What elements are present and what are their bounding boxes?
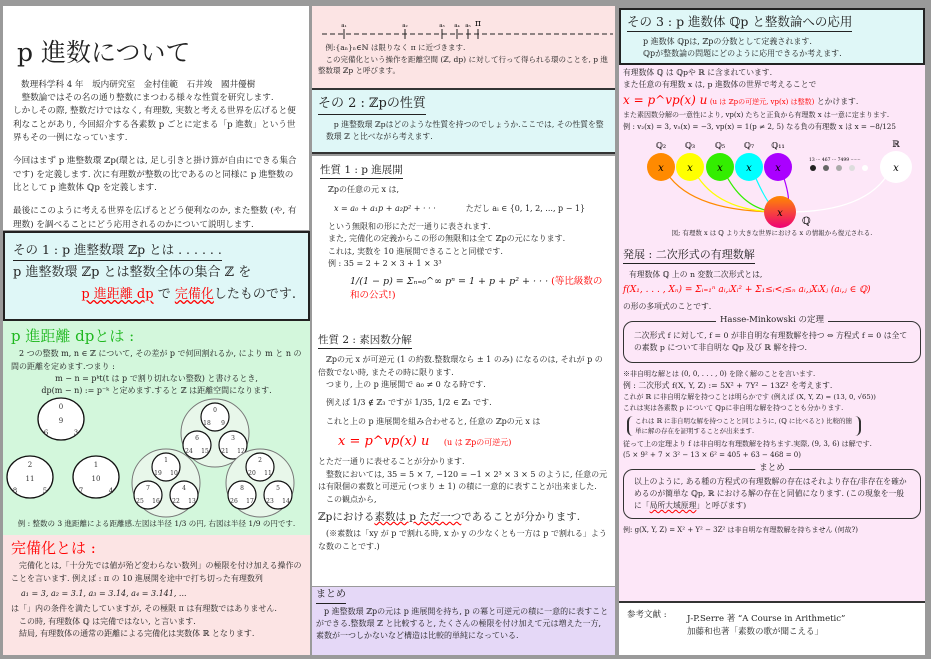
completion-sequence: a₁ = 3, a₂ = 3.1, a₃ = 3.14, a₄ = 3.141, ... xyxy=(21,589,187,599)
reference-2: 加藤和也著「素数の歌が聞こえる」 xyxy=(687,627,824,638)
quad-l2: の形の多項式のことです. xyxy=(623,301,712,311)
rational-l1: 有理数体 ℚ は ℚpや ℝ に含まれています. xyxy=(623,68,773,77)
statement-highlight: 素数は p ただ一つ xyxy=(374,510,462,523)
property-2-l2: つまり, 上の p 進展開で a₀ ≠ 0 なる時です. xyxy=(326,380,486,390)
section-3-content xyxy=(619,65,925,601)
section-3-box xyxy=(619,8,925,65)
summary-2-body: p 進整数環 ℤpの元は p 進展開を持ち, p の冪と可逆元の積に一意的に表すことができる.整数環 ℤ と比較すると, たくさんの極限を付け加えて元は増えた一方, 素数が一つしかないなど構造は比較的単純になっている. xyxy=(316,606,609,641)
references xyxy=(619,601,925,655)
field-x: x xyxy=(775,162,781,174)
summary-3-text: 以上のように, ある種の方程式の有理数解の存在はそれより存在/非存在を確かめるのが簡単な ℚp, ℝ における解の存在と同値になります. (この現象を一般に「 xyxy=(634,476,907,511)
circle-number: 7 xyxy=(146,485,150,492)
hasse-minkowski-box xyxy=(623,314,921,363)
circle-number: 26 xyxy=(230,498,238,505)
circle-number: 21 xyxy=(221,448,229,455)
text-de: で xyxy=(153,287,175,303)
diagram-caption: 図; 有理数 x は ℚ より大きな世界における x の情報から復元される. xyxy=(671,228,873,237)
field-x: x xyxy=(717,162,723,174)
p-adic-distance-section xyxy=(3,321,310,535)
completion-p1: 完備化とは,「十分先では値が殆ど変わらない数列」の極限を付け加える操作のことを言います. 例えば : π の 10 進展開を途中で打ち切った有理数列 xyxy=(11,561,302,583)
circle-number: 4 xyxy=(108,487,114,495)
circle-number: 5 xyxy=(42,487,48,495)
text-tail: したものです. xyxy=(213,287,296,303)
completion-p5: この完備化という操作を距離空間 (ℤ, dp) に対して行って得られる環のことを, p 進整数環 ℤp と呼びます。 xyxy=(318,54,608,76)
rational-l2: また任意の有理数 x は, p 進数体の世界で考えることで xyxy=(623,80,817,90)
real-x: x xyxy=(893,162,899,174)
factorization-eq: x = p^vp(x) u xyxy=(338,434,430,450)
completion-p4: 結局, 有理数体の通常の距離による完備化は実数体 ℝ となります. xyxy=(19,629,255,639)
field-x: x xyxy=(658,162,664,174)
rational-eq: x = p^vp(x) u xyxy=(623,93,708,108)
circle-number: 2 xyxy=(27,461,33,469)
title-section xyxy=(3,6,309,230)
quad-l7: これは ℝ に非自明な解を持つことと同じように, (ℚ に比べると) 比較的簡単に解の存在を証明することが出来ます. xyxy=(627,416,861,436)
completion-section xyxy=(3,535,310,655)
property-1-l2: という無限和の形にただ一通りに表されます. xyxy=(328,222,491,232)
section-2-box xyxy=(312,88,615,154)
primes-dots: 13 ··· 467 ··· 7499 ······· xyxy=(809,157,861,163)
section-3-heading: その 3 : p 進数体 ℚp と整数論への応用 xyxy=(627,12,852,32)
circle-number: 18 xyxy=(203,420,211,427)
circle-number: 17 xyxy=(246,498,254,505)
intro-2: しかしその際, 整数だけではなく, 有理数, 実数と考える世界を広げると便利なことがあり, 今回紹介する各素数 p ごとに定まる「p 進数」という世界もその一例になっています. xyxy=(13,106,296,143)
field-label: ℚ₃ xyxy=(684,140,696,150)
property-1-equation xyxy=(334,203,607,215)
statement-a: ℤpにおける xyxy=(318,510,375,523)
circle-number: 6 xyxy=(195,435,199,442)
circle-number: 15 xyxy=(201,448,209,455)
hasse-minkowski-theorem: 二次形式 f に対して, f = 0 が非自明な有理数解を持つ ⇔ 方程式 f = 0 は全ての素数 p について非自明な ℚp 及び ℝ 解を持つ. xyxy=(634,330,908,353)
circle-number: 0 xyxy=(58,403,64,411)
axis-label: a₁ xyxy=(341,23,347,29)
section-1-line1: p 進整数環 ℤp とは整数全体の集合 ℤ を xyxy=(13,265,252,281)
rational-eq-note: (u は ℤpの可逆元, vp(x) は整数) xyxy=(709,98,815,107)
axis-label: a₄ xyxy=(454,23,460,29)
summary-2-heading: まとめ xyxy=(316,587,346,604)
property-2 xyxy=(312,328,615,586)
completion-p2: は「」内の条件を満たしていますが, その極限 π は有理数ではありません. xyxy=(11,604,277,614)
quad-l5: これが ℝ に非自明な解を持つことは明らかです (例えば (X, Y, Z) = (13, 0, √65)) xyxy=(623,393,876,402)
quad-l4: 例 : 二次形式 f(X, Y, Z) := 5X² + 7Y² − 13Z² を考えます. xyxy=(623,380,833,390)
prime-dot xyxy=(849,165,855,171)
intro-1: 整数論ではその名の通り整数にまつわる様々な性質を研究します. xyxy=(21,93,274,104)
section-2-heading: その 2 : ℤpの性質 xyxy=(318,94,426,115)
property-1-heading: 性質 1 : p 進展開 xyxy=(320,162,403,179)
completion-p3: この時, 有理数体 ℚ は完備ではない, と言います. xyxy=(19,616,196,626)
property-1-l5: 例 : 35 = 2 + 2 × 3 + 1 × 3³ xyxy=(328,259,442,269)
quad-l6: これは実は各素数 p について ℚpに非自明な解を持つことも分かります. xyxy=(623,403,844,412)
references-label: 参考文献 : xyxy=(627,610,667,620)
field-label: ℚ₂ xyxy=(655,140,667,150)
distance-eq1: m − n = pᵏt(t は p で割り切れない整数) と書けるとき, xyxy=(55,374,258,384)
circle-number: 8 xyxy=(240,485,244,492)
section-1-heading: その 1 : p 進整数環 ℤp とは . . . . . . xyxy=(13,239,222,261)
geometric-series-eq: 1/(1 − p) = Σₙ₌₀^∞ pⁿ = 1 + p + p² + · · · xyxy=(350,275,549,287)
summary-3-box xyxy=(623,462,921,519)
circle-number: 3 xyxy=(231,435,235,442)
real-connection xyxy=(780,164,893,212)
reference-1: J-P.Serre 著 “A Course in Arithmetic” xyxy=(687,614,846,624)
completion-continued xyxy=(312,6,615,88)
circle-number: 1 xyxy=(93,461,99,469)
axis-label: π xyxy=(475,19,481,29)
prime-dot xyxy=(836,165,842,171)
circle-number: 8 xyxy=(12,487,18,495)
poster-title: p 進数について xyxy=(17,38,191,67)
property-2-l7: この観点から, xyxy=(326,494,377,504)
circle-number: 12 xyxy=(237,448,245,455)
field-x: x xyxy=(687,162,693,174)
field-label: ℚ₅ xyxy=(714,140,726,150)
field-label: ℚ₁₁ xyxy=(771,140,785,150)
field-x: x xyxy=(746,162,752,174)
rational-label: ℚ xyxy=(802,215,811,227)
circle-number: 24 xyxy=(185,448,193,455)
hasse-minkowski-label: Hasse-Minkowski の定理 xyxy=(716,315,828,325)
highlight-completion: 完備化 xyxy=(174,287,214,303)
circle-number: 16 xyxy=(152,498,160,505)
rational-l3: また素因数分解の一意性により, vp(x) たちと正負から有理数 x は一意に定まります. xyxy=(623,110,890,119)
circle-number: 7 xyxy=(78,487,84,495)
completion-heading: 完備化とは : xyxy=(11,539,96,557)
quad-l8: 従って上の定理より f は非自明な有理数解を持ちます.実際, (9, 3, 6) は解です. xyxy=(623,440,872,449)
section-3-l2: ℚpが整数論の問題にどのように応用できるか考えます. xyxy=(643,48,842,58)
property-2-l3: 例えば 1/3 ∉ ℤ₃ ですが 1/35, 1/2 ∈ ℤ₃ です. xyxy=(326,398,492,408)
factorization-equation xyxy=(338,432,609,452)
distance-caption: 例 : 整数の 3 進距離による距離感.左図は半径 1/3 の円, 右図は半径 1/9 の円です. xyxy=(17,519,296,528)
distance-eq2: dp(m − n) := p⁻ᵏ と定めます.すると ℤ は距離空間になります. xyxy=(41,386,272,396)
axis-label: a₅ xyxy=(465,23,471,29)
circle-number: 20 xyxy=(248,470,256,477)
circle-number: 5 xyxy=(276,485,280,492)
distance-circles-diagram xyxy=(3,393,303,523)
summary-2 xyxy=(312,587,615,655)
prime-dot xyxy=(823,165,829,171)
property-2-l6: 整数においては, 35 = 5 × 7, −120 = −1 × 2³ × 3 × 5 のように, 任意の元は有限個の素数と可逆元 (つまり ± 1) の積に一意的に表すことが出来ました. xyxy=(318,469,608,492)
property-1-l4: これは, 実数を 10 進展開できることと同様です. xyxy=(328,246,503,256)
quad-l3: ※非自明な解とは (0, 0, . . . , 0) を除く解のことを言います. xyxy=(623,370,816,379)
circle-number: 9 xyxy=(58,417,64,425)
rational-l4: 例 : v₂(x) = 3, v₅(x) = −3, vp(x) = 1(p ≠ 2, 5) なる負の有理数 x は x = −8/125 xyxy=(623,121,896,131)
prime-dot xyxy=(810,165,816,171)
property-1-l3: また, 完備化の定義からこの形の無限和は全て ℤpの元になります. xyxy=(328,234,566,244)
circle-number: 23 xyxy=(266,498,274,505)
quad-l1: 有理数体 ℚ 上の n 変数二次形式とは, xyxy=(629,269,763,279)
rational-equation xyxy=(623,91,921,110)
circle-number: 0 xyxy=(213,407,217,414)
rational-eq-tail: とかけます. xyxy=(816,97,859,107)
unique-prime-statement xyxy=(318,509,609,525)
field-label: ℚ₇ xyxy=(743,140,755,150)
axis-label: a₂ xyxy=(402,23,408,29)
section-3-l1: p 進数体 ℚpは, ℤpの分数として定義されます. xyxy=(643,37,812,47)
circle-number: 9 xyxy=(221,420,225,427)
property-2-l8: (※素数は「xy が p で割れる時, x か y の少なくとも一方は p で割れる」ような数のことです.) xyxy=(318,529,607,551)
property-2-l4: これと上の p 進展開を組み合わせると, 任意の ℤpの元 x は xyxy=(326,416,541,426)
section-2-body: p 進整数環 ℤpはどのような性質を持つのでしょうか.ここでは, その性質を整数環 ℤ と比べながら考えます. xyxy=(326,120,604,142)
circle-number: 4 xyxy=(182,485,186,492)
quad-l9: (5 × 9² + 7 × 3² − 13 × 6² = 405 + 63 − 468 = 0) xyxy=(623,451,801,460)
highlight-p-adic-distance: p 進距離 dp xyxy=(81,287,154,303)
summary-3-body xyxy=(634,476,910,512)
geometric-series-note: (等比級数の和の公式!) xyxy=(350,275,603,302)
section-1-box xyxy=(3,231,310,321)
authors: 数理科学科 4 年 坂内研究室 金村佳範 石井竣 國井優樹 xyxy=(21,79,256,90)
quad-heading: 発展 : 二次形式の有理数解 xyxy=(623,246,755,264)
local-fields-diagram xyxy=(623,134,923,234)
property-2-l5: とただ一通りに表せることが分かります. xyxy=(318,457,465,467)
summary-3-label: まとめ xyxy=(755,463,789,473)
circle-number: 10 xyxy=(91,475,101,483)
property-1 xyxy=(312,156,615,328)
circle-number: 11 xyxy=(25,475,35,483)
summary-3-text-end: 」と呼びます) xyxy=(696,501,747,511)
expansion-cond: ただし aᵢ ∈ {0, 1, 2, ..., p − 1} xyxy=(465,203,586,213)
local-global-principle: 局所大域原理 xyxy=(649,501,697,511)
quad-l10: 例: g(X, Y, Z) = X² + Y² − 3Z² は非自明な有理数解を持ちません (何故?) xyxy=(623,526,858,535)
circle-number: 10 xyxy=(170,470,178,477)
expansion-eq: x = a₀ + a₁p + a₂p² + · · · xyxy=(334,203,436,213)
geometric-series xyxy=(350,275,607,304)
circle-number: 2 xyxy=(258,457,262,464)
property-2-heading: 性質 2 : 素因数分解 xyxy=(318,332,412,349)
real-label: ℝ xyxy=(892,139,900,150)
quad-equation: f(X₁, . . . , Xₙ) = Σᵢ₌₁ⁿ aᵢ,ᵢXᵢ² + Σ₁≤ᵢ<ⱼ≤ₙ aᵢ,ⱼXᵢXⱼ (aᵢ,ⱼ ∈ ℚ) xyxy=(623,284,871,295)
circle-number: 6 xyxy=(43,429,49,437)
circle-number: 13 xyxy=(188,498,196,505)
circle-number: 25 xyxy=(136,498,144,505)
property-1-l1: ℤpの任意の元 x は, xyxy=(328,185,400,195)
rational-x: x xyxy=(777,207,783,219)
circle-number: 22 xyxy=(172,498,180,505)
circle-number: 3 xyxy=(73,429,79,437)
axis-example: 例:{aₙ}ₙ∈ℕ は限りなく π に近づきます. xyxy=(325,43,466,52)
intro-3: 今回はまず p 進整数環 ℤp(環とは, 足し引きと掛け算が自由にできる集合です) を定義します. 次に有理数が整数の比であるのと同様に p 進整数の比として p 進数体 ℚp を定義します. xyxy=(13,156,297,193)
distance-body: 2 つの整数 m, n ∈ ℤ について, その差が p で何回割れるか, により m と n の間の距離を定めます.つまり : xyxy=(11,349,302,371)
section-1-line2 xyxy=(13,284,300,306)
statement-c: であることが分かります. xyxy=(461,510,581,523)
circle-number: 14 xyxy=(282,498,290,505)
circle-number: 1 xyxy=(164,457,168,464)
pi-approximation-axis xyxy=(318,6,613,42)
circle-number: 11 xyxy=(264,470,272,477)
intro-4: 最後にこのように考える世界を広げるとどう便利なのか, また整数 (や, 有理数) を調べることにどう応用されるのかについて説明します. xyxy=(13,206,297,230)
distance-heading: p 進距離 dpとは : xyxy=(11,327,135,345)
axis-label: a₃ xyxy=(439,23,445,29)
property-2-l1: ℤpの元 x が可逆元 (1 の約数.整数環なら ± 1 のみ) になるのは, それが p の倍数でない時, またその時に限ります. xyxy=(318,355,603,377)
factorization-note: (u は ℤpの可逆元) xyxy=(443,438,512,448)
prime-dot xyxy=(862,165,868,171)
circle-number: 19 xyxy=(154,470,162,477)
